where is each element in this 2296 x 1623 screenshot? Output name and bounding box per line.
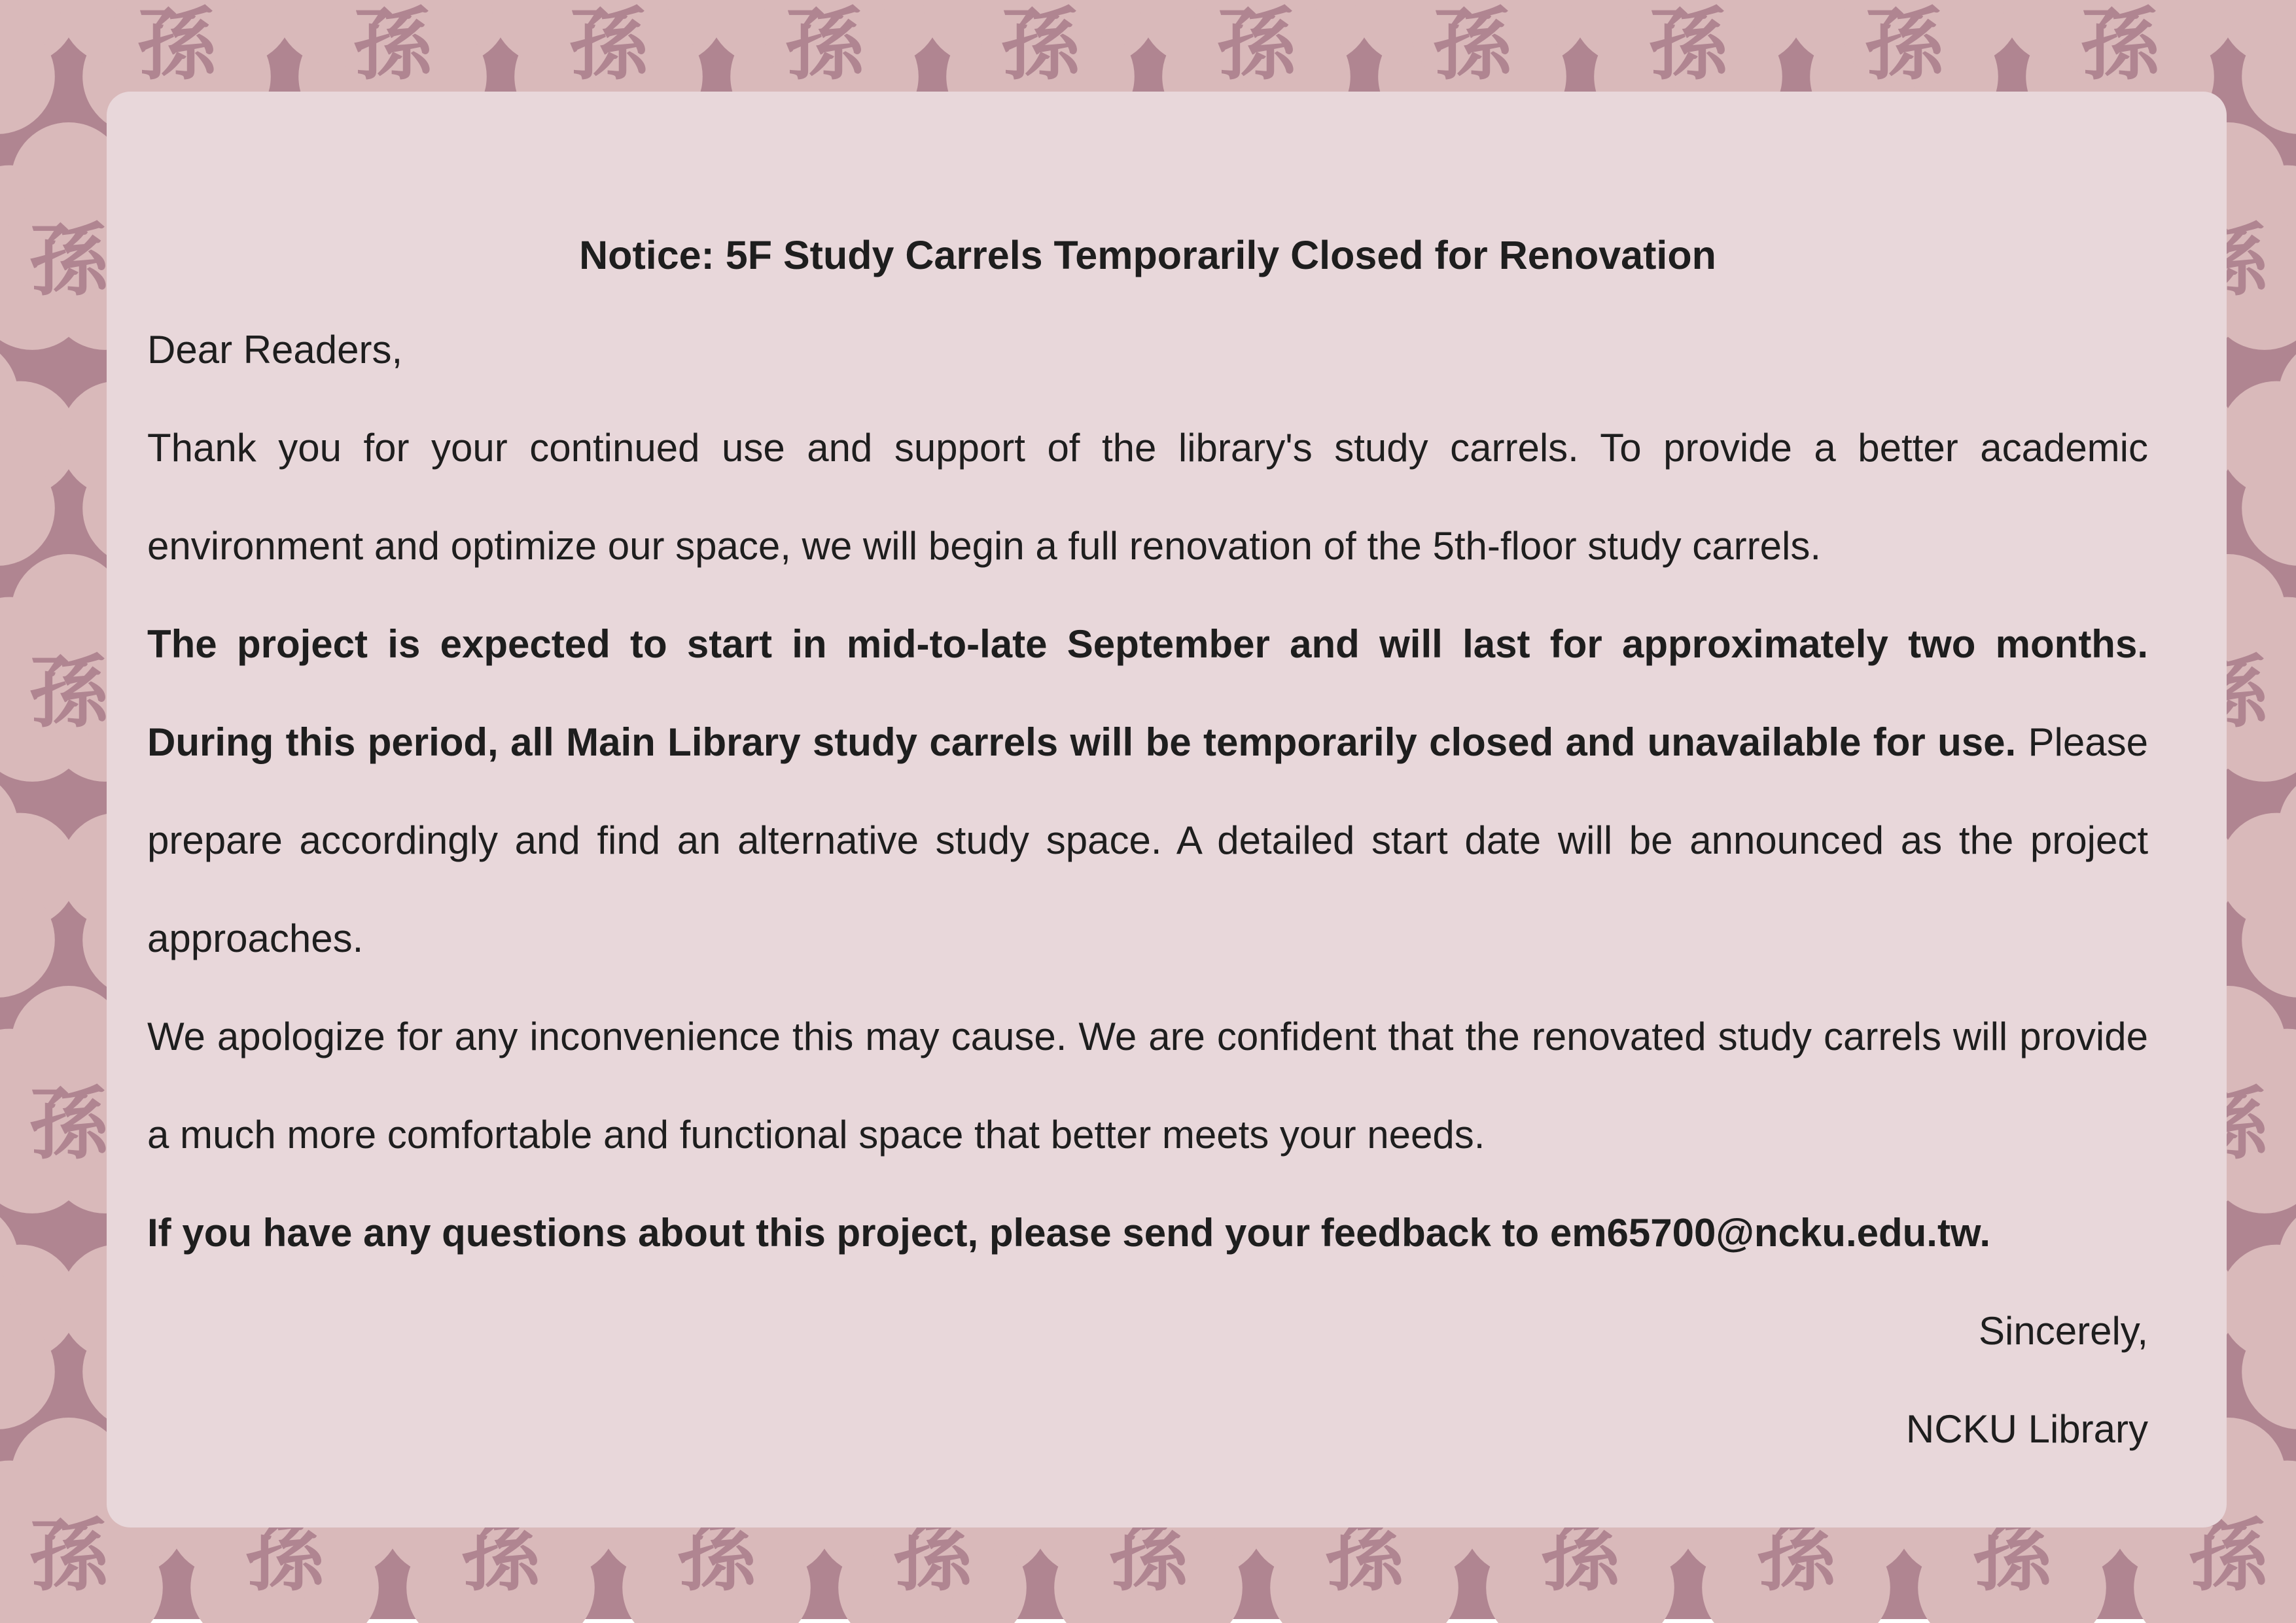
closure-period-statement: The project is expected to start in mid-to-late September and will last for approximately two months. During this period, all Main Library study carrels will be temporarily closed and unavailable for use. bbox=[147, 622, 2148, 764]
notice-card bbox=[107, 92, 2227, 1527]
paragraph-apology: We apologize for any inconvenience this may cause. We are confident that the renovated study carrels will provide a much more comfortable and functional space that better meets your needs. bbox=[147, 1015, 2148, 1157]
signature: NCKU Library bbox=[1905, 1407, 2148, 1451]
greeting: Dear Readers, bbox=[147, 328, 403, 372]
paragraph-intro: Thank you for your continued use and support of the library's study carrels. To provide a better academic environment and optimize our space, we will begin a full renovation of the 5th-floor study carrels. bbox=[147, 426, 2148, 568]
paragraph-closure-details bbox=[147, 595, 2148, 988]
notice-title: Notice: 5F Study Carrels Temporarily Closed for Renovation bbox=[579, 233, 1716, 277]
closure-preparation-note: Please prepare accordingly and find an alternative study space. A detailed start date will be announced as the project approaches. bbox=[147, 720, 2148, 960]
paragraph-feedback-contact: If you have any questions about this project, please send your feedback to em65700@ncku.edu.tw. bbox=[147, 1211, 1991, 1255]
closing-salutation: Sincerely, bbox=[1979, 1309, 2148, 1353]
